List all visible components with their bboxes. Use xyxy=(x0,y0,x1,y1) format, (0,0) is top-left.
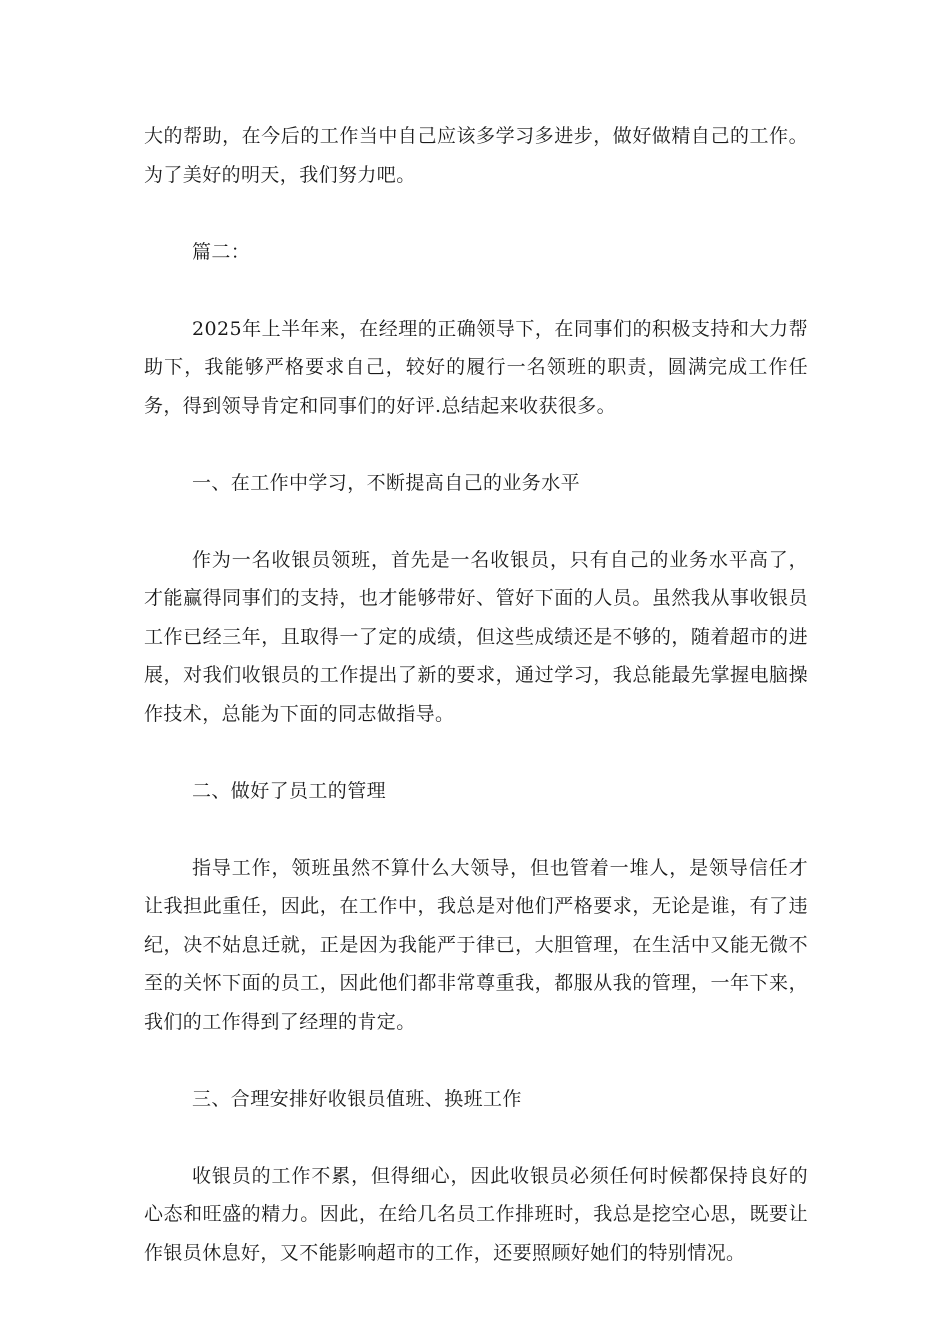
paragraph-continuation: 大的帮助，在今后的工作当中自己应该多学习多进步，做好做精自己的工作。为了美好的明天，我们努力吧。 xyxy=(144,125,808,186)
document-body xyxy=(144,117,808,1311)
heading-three: 三、合理安排好收银员值班、换班工作 xyxy=(192,1087,522,1110)
paragraph-two: 指导工作，领班虽然不算什么大领导，但也管着一堆人，是领导信任才让我担此重任，因此，在工作中，我总是对他们严格要求，无论是谁，有了违纪，决不姑息迁就，正是因为我能严于律已，大胆管理，在生活中又能无微不至的关怀下面的员工，因此他们都非常尊重我，都服从我的管理，一年下来，我们的工作得到了经理的肯定。 xyxy=(144,856,808,1033)
paragraph-intro: 2025年上半年来，在经理的正确领导下，在同事们的积极支持和大力帮助下，我能够严格要求自己，较好的履行一名领班的职责，圆满完成工作任务，得到领导肯定和同事们的好评.总结起来收获很多。 xyxy=(144,317,808,417)
paragraph-one: 作为一名收银员领班，首先是一名收银员，只有自己的业务水平高了，才能赢得同事们的支持，也才能够带好、管好下面的人员。虽然我从事收银员工作已经三年，且取得一了定的成绩，但这些成绩还是不够的，随着超市的进展，对我们收银员的工作提出了新的要求，通过学习，我总能最先掌握电脑操作技术，总能为下面的同志做指导。 xyxy=(144,548,808,725)
heading-two: 二、做好了员工的管理 xyxy=(192,779,387,802)
paragraph-three: 收银员的工作不累，但得细心，因此收银员必须任何时候都保持良好的心态和旺盛的精力。因此，在给几名员工作排班时，我总是挖空心思，既要让作银员休息好，又不能影响超市的工作，还要照顾好她们的特别情况。 xyxy=(144,1164,808,1264)
section-title-part-two: 篇二： xyxy=(192,240,251,263)
heading-one: 一、在工作中学习，不断提高自己的业务水平 xyxy=(192,471,581,494)
